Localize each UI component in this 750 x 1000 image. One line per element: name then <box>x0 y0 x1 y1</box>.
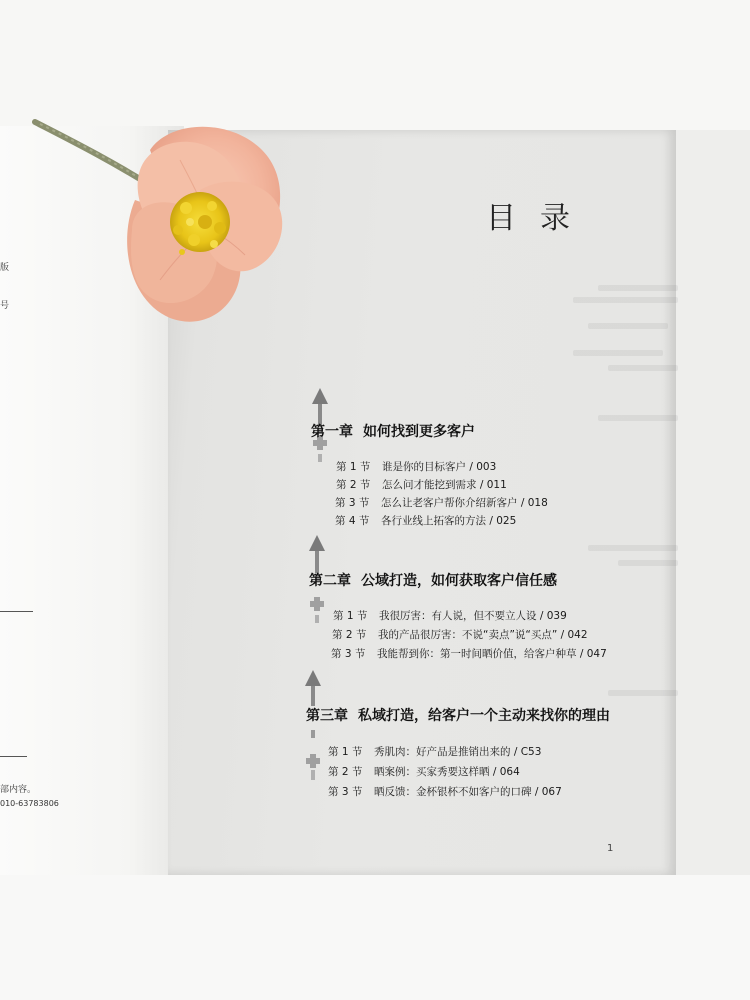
section-text: 我能帮到你：第一时间晒价值，给客户种草 / 047 <box>377 648 607 660</box>
left-page-fragment: 版 <box>0 263 10 273</box>
show-through-text <box>618 560 678 566</box>
left-page-rule <box>0 611 33 612</box>
background-right <box>675 130 750 875</box>
toc-section <box>336 459 496 474</box>
section-text: 谁是你的目标客户 / 003 <box>382 461 497 473</box>
section-text: 各行业线上拓客的方法 / 025 <box>381 515 517 527</box>
section-text: 怎么让老客户帮你介绍新客户 / 018 <box>381 497 548 509</box>
chapter-title <box>306 705 610 725</box>
toc-section <box>335 495 548 510</box>
show-through-text <box>608 690 678 696</box>
chapter-name: 如何找到更多客户 <box>363 424 475 440</box>
show-through-text <box>598 285 678 291</box>
section-text: 我很厉害：有人说，但不要立人设 / 039 <box>379 610 567 622</box>
show-through-text <box>608 365 678 371</box>
section-text: 晒反馈：金杯银杯不如客户的口碑 / 067 <box>374 786 562 798</box>
section-number: 第 1 节 <box>336 461 371 473</box>
toc-section <box>328 764 520 779</box>
toc-section <box>331 646 607 661</box>
chapter-marker-icon <box>303 670 323 782</box>
section-text: 秀肌肉：好产品是推销出来的 / C53 <box>374 746 542 758</box>
chapter-number: 第一章 <box>311 424 353 440</box>
left-page <box>0 126 184 875</box>
section-number: 第 1 节 <box>328 746 363 758</box>
left-page-rule <box>0 756 27 757</box>
chapter-number: 第三章 <box>306 708 348 724</box>
toc-section <box>328 744 541 759</box>
chapter-name: 私域打造，给客户一个主动来找你的理由 <box>358 708 610 724</box>
section-number: 第 2 节 <box>336 479 371 491</box>
chapter-title <box>311 421 475 441</box>
toc-section <box>335 513 516 528</box>
left-page-fragment: 010-63783806 <box>0 799 59 808</box>
background-bottom <box>0 875 750 1000</box>
show-through-text <box>598 415 678 421</box>
section-number: 第 3 节 <box>335 497 370 509</box>
toc-section <box>336 477 507 492</box>
toc-section <box>332 627 588 642</box>
show-through-text <box>573 350 663 356</box>
section-number: 第 2 节 <box>332 629 367 641</box>
section-number: 第 3 节 <box>328 786 363 798</box>
section-number: 第 4 节 <box>335 515 370 527</box>
section-number: 第 1 节 <box>333 610 368 622</box>
left-page-fragment: 部内容。 <box>0 785 37 795</box>
toc-title: 目录 <box>486 201 594 236</box>
show-through-text <box>573 297 678 303</box>
chapter-title <box>309 570 557 590</box>
left-page-fragment: 号 <box>0 301 10 311</box>
section-text: 我的产品很厉害：不说“卖点”说“买点” / 042 <box>378 629 588 641</box>
show-through-text <box>588 545 678 551</box>
toc-section <box>333 608 567 623</box>
section-text: 怎么问才能挖到需求 / 011 <box>382 479 507 491</box>
section-number: 第 2 节 <box>328 766 363 778</box>
background-top <box>0 0 750 130</box>
toc-section <box>328 784 562 799</box>
section-number: 第 3 节 <box>331 648 366 660</box>
chapter-number: 第二章 <box>309 573 351 589</box>
chapter-name: 公域打造，如何获取客户信任感 <box>361 573 557 589</box>
section-text: 晒案例：买家秀要这样晒 / 064 <box>374 766 520 778</box>
show-through-text <box>588 323 668 329</box>
page-number: 1 <box>607 843 614 854</box>
